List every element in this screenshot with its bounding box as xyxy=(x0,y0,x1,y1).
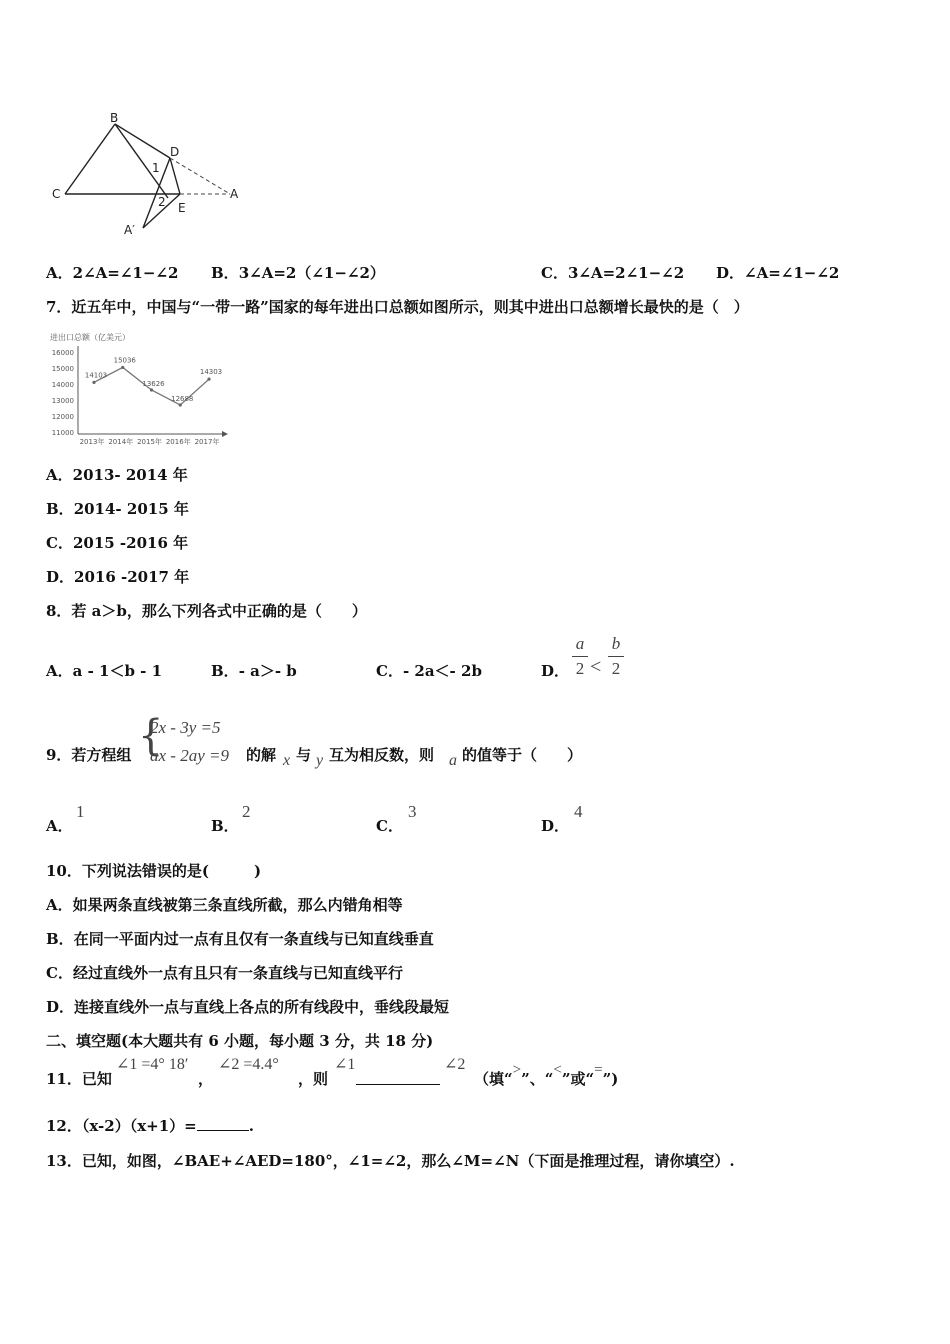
q6-option-a[interactable] xyxy=(46,262,178,283)
option-letter: C． xyxy=(541,264,568,282)
option-letter: C． xyxy=(376,662,403,680)
label-c: C xyxy=(52,187,61,201)
option-text: 3∠A=2∠1−∠2 xyxy=(567,264,685,282)
q7-option-c[interactable] xyxy=(46,532,188,553)
label-b: B xyxy=(110,111,119,125)
q9-text-yu: 与 xyxy=(296,746,312,764)
option-text: 如果两条直线被第三条直线所截，那么内错角相等 xyxy=(72,896,403,914)
separator-or: ”或“ xyxy=(561,1070,595,1088)
symbol-eq: = xyxy=(594,1062,603,1078)
q6-option-c[interactable] xyxy=(541,262,684,283)
label-d: D xyxy=(170,145,180,159)
q11-angle1: ∠1 =4° 18′ xyxy=(116,1056,189,1073)
option-text: 2013- 2014 年 xyxy=(72,466,188,484)
option-text: 2015 -2016 年 xyxy=(72,534,189,552)
fraction-denominator: 2 xyxy=(575,659,585,678)
q9-equation-1: 2x - 3y =5 xyxy=(150,718,221,737)
option-letter: D． xyxy=(46,998,75,1016)
x-tick-label: 2015年 xyxy=(137,438,162,446)
option-letter: A． xyxy=(46,662,73,680)
option-letter: D． xyxy=(46,568,75,586)
label-a: A xyxy=(230,187,239,201)
fill-open: （填“ xyxy=(474,1070,513,1088)
q9-option-a-letter[interactable]: A． xyxy=(46,817,73,835)
option-text: 经过直线外一点有且只有一条直线与已知直线平行 xyxy=(72,964,403,982)
data-point xyxy=(179,403,182,406)
q11-comma: ， xyxy=(198,1070,214,1088)
data-label: 12688 xyxy=(171,394,194,403)
q8-d-fraction-a xyxy=(572,634,588,679)
option-letter: A． xyxy=(46,264,73,282)
fraction-numerator: a xyxy=(575,634,585,653)
y-tick-label: 11000 xyxy=(51,429,74,437)
q9-equation-2: ax - 2ay =9 xyxy=(150,746,229,765)
label-a-prime: A′ xyxy=(124,223,135,237)
q12-line xyxy=(46,1115,254,1136)
q12-answer-blank[interactable] xyxy=(197,1116,249,1131)
fraction-numerator: b xyxy=(611,634,621,653)
y-tick-label: 16000 xyxy=(51,349,74,357)
q9-var-y: y xyxy=(316,752,324,769)
q9-suffix: 的值等于（ ） xyxy=(462,746,583,764)
y-tick-label: 13000 xyxy=(51,397,74,405)
x-tick-label: 2013年 xyxy=(79,438,105,446)
q8-option-d[interactable] xyxy=(541,660,569,681)
segment-cb xyxy=(65,124,115,194)
q8-stem: 8．若 a＞b，那么下列各式中正确的是（ ） xyxy=(46,602,367,620)
option-text: 2014- 2015 年 xyxy=(73,500,189,518)
q10-stem: 10．下列说法错误的是( ) xyxy=(46,862,262,880)
x-tick-label: 2014年 xyxy=(108,438,134,446)
q9-prefix: 9．若方程组 xyxy=(46,746,132,764)
symbol-gt: > xyxy=(512,1062,522,1078)
q13-stem: 13．已知，如图，∠BAE+∠AED=180°，∠1=∠2，那么∠M=∠N（下面是推理过程，请你填空）. xyxy=(46,1152,735,1170)
fill-close: ”) xyxy=(602,1070,619,1088)
q9-text-opposite: 互为相反数，则 xyxy=(329,746,435,764)
option-letter: C． xyxy=(46,534,73,552)
q9-option-c-value: 3 xyxy=(408,802,417,821)
q6-option-b[interactable] xyxy=(211,262,385,283)
data-label: 15036 xyxy=(113,356,136,365)
q6-geometry-figure xyxy=(40,110,260,245)
option-text: 2∠A=∠1−∠2 xyxy=(72,264,179,282)
q7-stem: 7．近五年中，中国与“一带一路”国家的每年进出口总额如图所示，则其中进出口总额增长最快的是（ ） xyxy=(46,298,749,316)
q10-option-a[interactable] xyxy=(46,894,403,915)
q9-option-a-value: 1 xyxy=(76,802,85,821)
option-text: - a＞- b xyxy=(238,662,297,680)
segment-b-dfold xyxy=(115,124,168,198)
segment-bd xyxy=(115,124,170,158)
label-angle-2: 2 xyxy=(158,195,166,209)
data-point xyxy=(92,381,95,384)
q12-suffix: . xyxy=(248,1117,254,1135)
separator-1: ”、“ xyxy=(521,1070,554,1088)
q11-angle2-ref: ∠2 xyxy=(444,1056,466,1073)
q7-option-a[interactable] xyxy=(46,464,188,485)
fraction-bar xyxy=(608,656,624,657)
q9-option-c-letter[interactable]: C． xyxy=(376,817,403,835)
option-text: 连接直线外一点与直线上各点的所有线段中，垂线段最短 xyxy=(74,998,450,1016)
q6-option-d[interactable] xyxy=(716,262,839,283)
symbol-lt: < xyxy=(553,1062,562,1078)
q10-option-d[interactable] xyxy=(46,996,449,1017)
q9-option-d-letter[interactable]: D． xyxy=(541,817,570,835)
q9-option-b-letter[interactable]: B． xyxy=(211,817,239,835)
q9-option-d-value: 4 xyxy=(574,802,583,821)
label-angle-1: 1 xyxy=(152,161,160,175)
q9-system-brace: { xyxy=(138,711,164,761)
label-e: E xyxy=(178,201,186,215)
data-point xyxy=(207,378,210,381)
q9-option-b-value: 2 xyxy=(242,802,251,821)
option-letter: C． xyxy=(46,964,73,982)
data-point xyxy=(150,388,153,391)
chart-title: 进出口总额（亿美元） xyxy=(50,333,130,342)
q9-var-a: a xyxy=(449,752,457,769)
option-text: 2016 -2017 年 xyxy=(74,568,190,586)
q8-d-less-than: < xyxy=(590,656,602,678)
x-tick-label: 2017年 xyxy=(194,438,220,446)
fraction-bar xyxy=(572,656,588,657)
q8-option-a[interactable] xyxy=(46,660,162,681)
q9-var-x: x xyxy=(283,752,291,769)
q8-option-b[interactable] xyxy=(211,660,297,681)
data-label: 13626 xyxy=(142,379,165,388)
q8-d-fraction-b xyxy=(608,634,624,679)
x-tick-label: 2016年 xyxy=(165,438,191,446)
y-tick-label: 14000 xyxy=(51,381,74,389)
q10-option-b[interactable] xyxy=(46,928,434,949)
option-letter: B． xyxy=(46,930,74,948)
option-text: 在同一平面内过一点有且仅有一条直线与已知直线垂直 xyxy=(73,930,434,948)
q10-option-c[interactable] xyxy=(46,962,403,983)
q11-answer-blank[interactable] xyxy=(356,1070,440,1085)
option-letter: B． xyxy=(46,500,74,518)
q11-fill-hint xyxy=(474,1062,619,1089)
option-text: ∠A=∠1−∠2 xyxy=(744,264,840,282)
option-text: a - 1＜b - 1 xyxy=(72,662,163,680)
section-2-title: 二、填空题(本大题共有 6 小题，每小题 3 分，共 18 分) xyxy=(46,1032,434,1050)
fraction-denominator: 2 xyxy=(611,659,621,678)
option-letter: B． xyxy=(211,662,239,680)
option-text: 3∠A=2（∠1−∠2） xyxy=(238,264,385,282)
q9-text-de-jie: 的解 xyxy=(246,746,277,764)
option-letter: A． xyxy=(46,896,73,914)
option-letter: A． xyxy=(46,466,73,484)
q11-prefix: 11．已知 xyxy=(46,1070,112,1088)
q8-option-c[interactable] xyxy=(376,660,482,681)
data-label: 14103 xyxy=(84,371,108,380)
y-tick-label: 15000 xyxy=(51,365,74,373)
q7-line-chart xyxy=(44,328,230,450)
option-text: - 2a＜- 2b xyxy=(402,662,482,680)
q12-prefix: 12．（x-2）（x+1）= xyxy=(46,1117,197,1135)
option-letter: D． xyxy=(716,264,745,282)
q11-angle1-ref: ∠1 xyxy=(334,1056,356,1073)
x-axis-arrow xyxy=(222,431,228,437)
y-tick-label: 12000 xyxy=(51,413,74,421)
q7-option-b[interactable] xyxy=(46,498,189,519)
q11-then: ，则 xyxy=(298,1070,329,1088)
data-label: 14303 xyxy=(199,368,223,377)
q11-angle2: ∠2 =4.4° xyxy=(218,1056,279,1073)
option-letter: B． xyxy=(211,264,239,282)
data-point xyxy=(121,366,124,369)
option-letter: D． xyxy=(541,662,570,680)
q7-option-d[interactable] xyxy=(46,566,189,587)
